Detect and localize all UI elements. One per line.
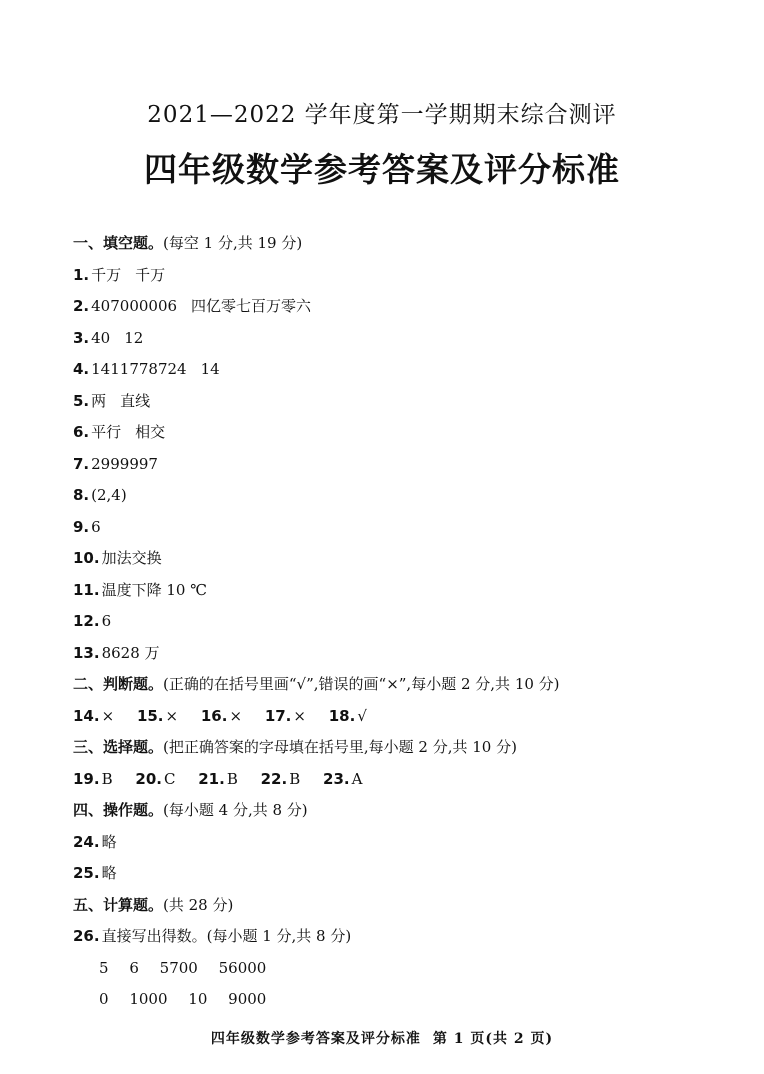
- answer-value: 直线: [120, 391, 151, 410]
- answer-value: 8628 万: [101, 643, 160, 662]
- answer-row: [73, 768, 743, 800]
- answer-content: [73, 232, 743, 1020]
- answer-value: B: [101, 769, 113, 788]
- question-number: 4.: [73, 360, 90, 378]
- answer-item: [201, 707, 242, 725]
- question-number: 22.: [260, 769, 288, 788]
- question-number: 11.: [73, 580, 100, 599]
- page-footer: [0, 1028, 764, 1048]
- section-title: 三、选择题。: [73, 738, 164, 756]
- answer-item: [73, 770, 113, 788]
- answer-value: (2,4): [91, 486, 127, 504]
- answer-item: [265, 707, 306, 725]
- answer-value: B: [226, 769, 238, 788]
- section-multiple-choice: [73, 736, 743, 768]
- section-operation: [73, 799, 743, 831]
- answer-value: 6: [91, 517, 101, 536]
- question-number: 9.: [73, 517, 90, 536]
- footer-title: 四年级数学参考答案及评分标准: [210, 1031, 421, 1047]
- calc-result: 5700: [159, 958, 198, 977]
- answer-value: √: [357, 706, 367, 725]
- answer-value: ×: [101, 706, 115, 725]
- section-note: (正确的在括号里画“√”,错误的画“×”,每小题 2 分,共 10 分): [163, 675, 560, 693]
- section-note: (每空 1 分,共 19 分): [163, 234, 303, 252]
- answer-value: 6: [101, 612, 112, 630]
- answer-item: [261, 770, 301, 788]
- question-number: 21.: [198, 769, 225, 788]
- question-number: 8.: [73, 486, 90, 504]
- answer-item: [323, 770, 362, 788]
- section-title: 二、判断题。: [73, 675, 164, 693]
- question-note: (每小题 1 分,共 8 分): [206, 927, 352, 945]
- answer-row: [73, 421, 743, 453]
- calc-result: 0: [99, 990, 109, 1008]
- answer-row: [73, 579, 743, 611]
- answer-value: 千万: [91, 265, 122, 284]
- answer-row: [73, 358, 743, 390]
- section-title: 五、计算题。: [73, 895, 164, 914]
- exam-subtitle: 2021—2022 学年度第一学期期末综合测评: [147, 102, 617, 128]
- answer-item: [135, 770, 175, 788]
- answer-value: 12: [124, 328, 144, 347]
- answer-value: A: [351, 769, 363, 788]
- answer-row: [73, 516, 743, 548]
- calc-result: 10: [188, 990, 208, 1008]
- answer-row: [73, 390, 743, 422]
- calc-results-row: [73, 957, 743, 989]
- answer-value: B: [289, 769, 301, 788]
- question-number: 23.: [323, 769, 350, 788]
- answer-row: [73, 327, 743, 359]
- answer-row: [73, 453, 743, 485]
- answer-value: 平行: [91, 423, 122, 441]
- question-number: 20.: [135, 769, 162, 788]
- question-number: 15.: [136, 706, 164, 725]
- answer-value: 加法交换: [101, 549, 162, 567]
- answer-value: 温度下降 10 ℃: [101, 580, 207, 599]
- calc-result: 1000: [129, 990, 168, 1008]
- document-title: 四年级数学参考答案及评分标准: [144, 150, 620, 189]
- section-note: (把正确答案的字母填在括号里,每小题 2 分,共 10 分): [163, 738, 517, 756]
- answer-value: 相交: [135, 423, 166, 441]
- question-number: 12.: [73, 612, 100, 630]
- answer-value: 14: [200, 360, 220, 378]
- answer-row: [73, 831, 743, 863]
- calc-result: 9000: [228, 990, 267, 1008]
- answer-value: 四亿零七百万零六: [191, 297, 312, 315]
- answer-item: [198, 770, 238, 788]
- answer-row: [73, 642, 743, 674]
- question-number: 25.: [73, 864, 100, 882]
- answer-item: [329, 707, 367, 725]
- section-note: (每小题 4 分,共 8 分): [163, 801, 308, 819]
- section-title: 四、操作题。: [73, 801, 164, 819]
- answer-value: 1411778724: [91, 360, 187, 378]
- answer-item: [73, 707, 114, 725]
- section-true-false: [73, 673, 743, 705]
- question-number: 7.: [73, 454, 90, 473]
- answer-value: ×: [229, 706, 243, 725]
- answer-row: [73, 484, 743, 516]
- calc-results-row: [73, 988, 743, 1020]
- answer-row: [73, 925, 743, 957]
- answer-row: [73, 547, 743, 579]
- question-number: 18.: [328, 706, 356, 725]
- question-number: 16.: [200, 706, 228, 725]
- question-number: 5.: [73, 391, 90, 410]
- answer-value: 两: [91, 391, 107, 410]
- section-note: (共 28 分): [163, 895, 234, 914]
- answer-row: [73, 610, 743, 642]
- answer-value: 2999997: [91, 454, 158, 473]
- question-number: 3.: [73, 328, 90, 347]
- question-number: 14.: [73, 706, 100, 725]
- answer-row: [73, 705, 743, 737]
- question-number: 19.: [73, 769, 100, 788]
- answer-value: ×: [165, 706, 179, 725]
- question-number: 26.: [73, 927, 100, 945]
- answer-row: [73, 862, 743, 894]
- answer-value: 40: [91, 328, 111, 347]
- question-number: 17.: [264, 706, 292, 725]
- section-fill-in: [73, 232, 743, 264]
- answer-value: 略: [101, 832, 117, 851]
- question-text: 直接写出得数。: [101, 927, 207, 945]
- answer-value: 略: [101, 864, 117, 882]
- answer-value: 407000006: [91, 297, 178, 315]
- section-title: 一、填空题。: [73, 234, 164, 252]
- calc-result: 56000: [218, 958, 267, 977]
- question-number: 6.: [73, 423, 90, 441]
- question-number: 1.: [73, 265, 90, 284]
- calc-result: 6: [129, 958, 139, 977]
- answer-row: [73, 264, 743, 296]
- question-number: 24.: [73, 832, 100, 851]
- question-number: 10.: [73, 549, 100, 567]
- page-number: 第 1 页(共 2 页): [432, 1031, 554, 1047]
- question-number: 13.: [73, 643, 100, 662]
- answer-item: [137, 707, 178, 725]
- calc-result: 5: [99, 958, 109, 977]
- answer-row: [73, 295, 743, 327]
- answer-value: ×: [293, 706, 306, 725]
- answer-value: C: [163, 769, 176, 788]
- question-number: 2.: [73, 297, 90, 315]
- answer-value: 千万: [135, 265, 166, 284]
- section-calculation: [73, 894, 743, 926]
